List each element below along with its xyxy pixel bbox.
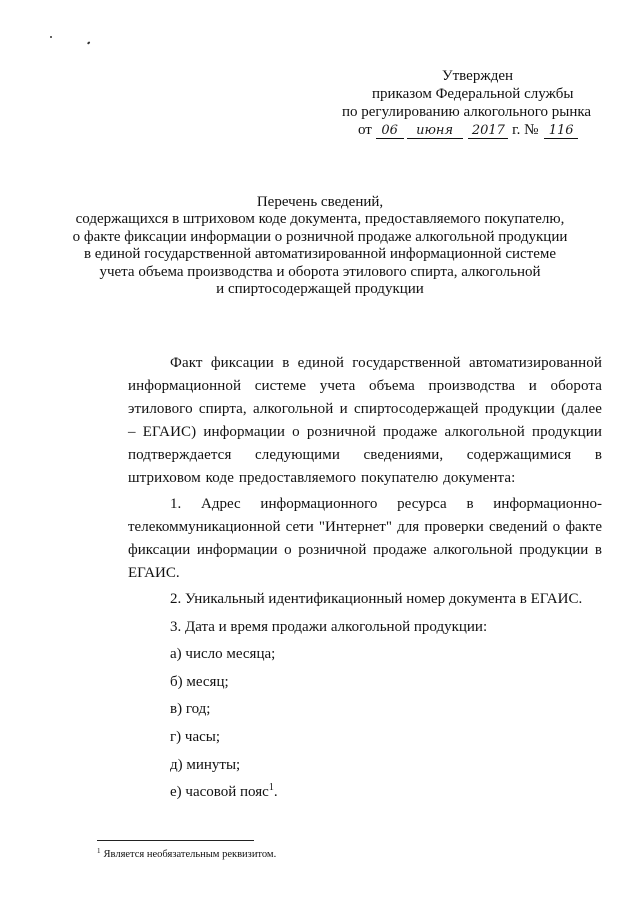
year-suffix: г. №	[512, 122, 539, 138]
title-line: учета объема производства и оборота этилового спирта, алкогольной	[99, 263, 541, 280]
item-3: 3. Дата и время продажи алкогольной продукции:	[170, 618, 488, 635]
title-line: Перечень сведений,	[256, 194, 384, 210]
handwritten-day: 06	[376, 123, 404, 139]
sub-item-c: в) год;	[170, 701, 211, 718]
approval-line-3: по регулированию алкогольного рынка	[342, 104, 592, 120]
item-2: 2. Уникальный идентификационный номер документа в ЕГАИС.	[170, 591, 583, 607]
approval-block	[330, 67, 610, 139]
approval-line-1: Утвержден	[442, 68, 514, 84]
footnote-text: Является необязательным реквизитом.	[103, 849, 277, 860]
sub-item-f	[128, 780, 602, 806]
handwritten-month: июня	[407, 123, 463, 139]
footnote-reference[interactable]: 1	[268, 782, 274, 794]
sub-item-e: д) минуты;	[170, 756, 241, 773]
footnote	[97, 848, 276, 861]
sub-item-a: а) число месяца;	[170, 646, 276, 663]
scan-speck	[87, 41, 90, 44]
sub-item-d: г) часы;	[170, 728, 221, 745]
sub-item-f-text: е) часовой пояс	[170, 784, 269, 801]
approval-line-2: приказом Федеральной службы	[372, 86, 574, 102]
title-line: о факте фиксации информации о розничной продаже алкогольной продукции	[72, 228, 568, 245]
handwritten-year: 2017	[468, 123, 508, 139]
intro-paragraph: Факт фиксации в единой государственной автоматизированной информационной системе учета объема производства и оборота этилового спирта, алкогольной и спиртосодержащей продукции (далее – ЕГАИС) информации о розничной продаже алкогольной продукции подтверждается следующими сведениями, содержащимися в штриховом коде предоставляемого покупателю документа:	[128, 355, 602, 486]
document-title	[70, 194, 570, 298]
date-prefix: от	[358, 122, 372, 138]
approval-date-line	[330, 121, 610, 139]
document-body	[128, 352, 602, 806]
footnote-mark: 1	[97, 847, 101, 855]
footnote-separator	[97, 840, 254, 841]
title-line: в единой государственной автоматизированной информационной системе	[83, 246, 557, 263]
sub-item-b: б) месяц;	[170, 673, 229, 690]
scan-speck	[50, 36, 52, 38]
title-line: содержащихся в штриховом коде документа, предоставляемого покупателю,	[75, 211, 565, 228]
handwritten-order-number: 116	[544, 123, 578, 139]
sub-item-f-end: .	[273, 784, 278, 801]
title-line: и спиртосодержащей продукции	[216, 281, 424, 298]
item-1: 1. Адрес информационного ресурса в информационно-телекоммуникационной сети "Интернет" для проверки сведений о факте фиксации информации о розничной продаже алкогольной продукции в ЕГАИС.	[128, 496, 602, 581]
